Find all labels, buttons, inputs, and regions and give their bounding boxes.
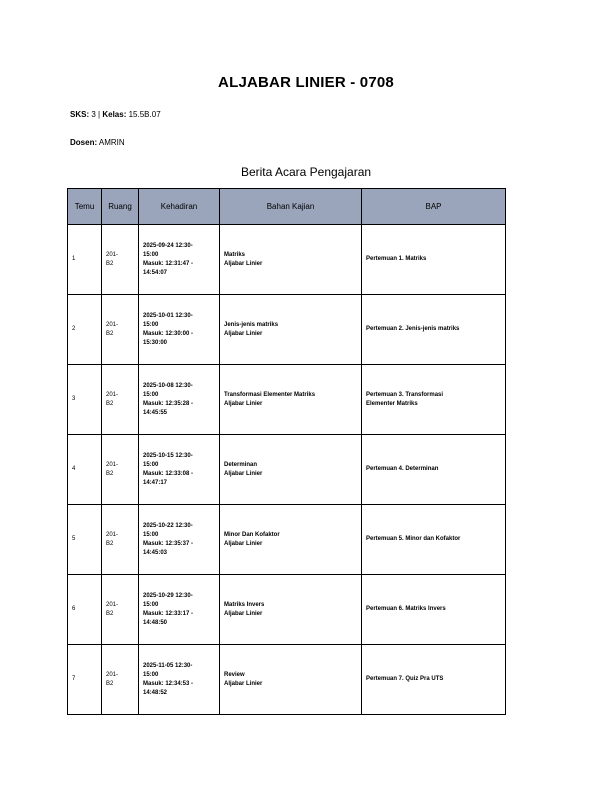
cell-kehadiran-line: 15:00 — [143, 671, 159, 678]
cell-bap — [362, 575, 506, 645]
cell-bahan-kajian-line: Aljabar Linier — [224, 610, 263, 617]
cell-kehadiran-line: 15:30:00 — [143, 339, 168, 346]
cell-bap — [362, 435, 506, 505]
header-temu: Temu — [68, 189, 102, 225]
cell-bahan-kajian — [220, 225, 362, 295]
cell-temu: 2 — [68, 295, 102, 365]
cell-bap-line: Pertemuan 4. Determinan — [366, 466, 439, 472]
cell-bahan-kajian-line: Review — [224, 671, 245, 678]
cell-temu: 7 — [68, 645, 102, 715]
cell-bap-line: Pertemuan 7. Quiz Pra UTS — [366, 676, 444, 682]
cell-bahan-kajian-line: Matriks — [224, 251, 246, 258]
cell-bap — [362, 505, 506, 575]
table-row — [68, 225, 506, 295]
header-ruang: Ruang — [102, 189, 139, 225]
cell-kehadiran-line: 2025-09-24 12:30- — [143, 242, 193, 249]
cell-kehadiran — [139, 575, 220, 645]
cell-kehadiran-line: 14:45:03 — [143, 549, 168, 556]
cell-ruang-line: B2 — [106, 540, 114, 547]
cell-bahan-kajian-line: Aljabar Linier — [224, 470, 263, 477]
cell-bahan-kajian — [220, 505, 362, 575]
cell-kehadiran-line: Masuk: 12:35:37 - — [143, 540, 194, 547]
document-title: ALJABAR LINIER - 0708 — [218, 74, 394, 91]
cell-kehadiran-line: Masuk: 12:31:47 - — [143, 260, 194, 267]
cell-bap-line: Pertemuan 1. Matriks — [366, 256, 427, 262]
dosen-label: Dosen: — [70, 138, 98, 147]
table-row — [68, 575, 506, 645]
cell-ruang-line: B2 — [106, 610, 114, 617]
kelas-value: 15.5B.07 — [128, 110, 161, 119]
cell-bap-line: Pertemuan 5. Minor dan Kofaktor — [366, 536, 461, 542]
cell-ruang-line: 201- — [106, 321, 119, 328]
cell-bahan-kajian — [220, 645, 362, 715]
cell-bahan-kajian — [220, 435, 362, 505]
cell-ruang-line: B2 — [106, 400, 114, 407]
table-row — [68, 435, 506, 505]
cell-bahan-kajian — [220, 295, 362, 365]
cell-ruang-line: B2 — [106, 680, 114, 687]
cell-ruang — [102, 295, 139, 365]
cell-kehadiran — [139, 295, 220, 365]
lecturer-info — [70, 138, 125, 147]
header-kehadiran: Kehadiran — [139, 189, 220, 225]
cell-kehadiran-line: 14:45:55 — [143, 409, 168, 416]
cell-kehadiran-line: 2025-10-22 12:30- — [143, 522, 193, 529]
course-info — [70, 110, 161, 119]
cell-bahan-kajian-line: Jenis-jenis matriks — [224, 321, 279, 328]
table-row — [68, 505, 506, 575]
cell-kehadiran-line: 15:00 — [143, 391, 159, 398]
cell-kehadiran-line: Masuk: 12:30:00 - — [143, 330, 194, 337]
cell-kehadiran-line: Masuk: 12:34:53 - — [143, 680, 194, 687]
cell-bap-line: Pertemuan 3. Transformasi — [366, 391, 444, 398]
cell-kehadiran-line: 15:00 — [143, 251, 159, 258]
cell-kehadiran-line: Masuk: 12:33:17 - — [143, 610, 194, 617]
cell-ruang-line: 201- — [106, 391, 119, 398]
cell-kehadiran-line: 15:00 — [143, 601, 159, 608]
section-title: Berita Acara Pengajaran — [240, 165, 372, 179]
cell-ruang — [102, 575, 139, 645]
cell-ruang-line: B2 — [106, 470, 114, 477]
table-header-row — [68, 189, 506, 225]
cell-temu: 3 — [68, 365, 102, 435]
cell-temu: 4 — [68, 435, 102, 505]
separator: | — [98, 110, 101, 119]
cell-bap — [362, 225, 506, 295]
table-row — [68, 645, 506, 715]
cell-kehadiran-line: 15:00 — [143, 531, 159, 538]
cell-bahan-kajian-line: Matriks Invers — [224, 601, 265, 608]
header-bap: BAP — [362, 189, 506, 225]
cell-ruang-line: B2 — [106, 330, 114, 337]
cell-ruang — [102, 435, 139, 505]
cell-bahan-kajian-line: Determinan — [224, 461, 258, 468]
cell-kehadiran-line: Masuk: 12:33:08 - — [143, 470, 194, 477]
cell-ruang — [102, 645, 139, 715]
cell-ruang-line: 201- — [106, 531, 119, 538]
cell-kehadiran-line: 14:48:50 — [143, 619, 168, 626]
cell-bahan-kajian-line: Aljabar Linier — [224, 540, 263, 547]
cell-bahan-kajian-line: Aljabar Linier — [224, 330, 263, 337]
teaching-record-table — [67, 188, 506, 715]
dosen-value: AMRIN — [98, 138, 125, 147]
cell-kehadiran-line: 2025-10-15 12:30- — [143, 452, 193, 459]
cell-ruang-line: 201- — [106, 461, 119, 468]
cell-bap-line: Pertemuan 6. Matriks Invers — [366, 606, 446, 612]
cell-kehadiran-line: 15:00 — [143, 321, 159, 328]
cell-bap — [362, 295, 506, 365]
cell-ruang-line: B2 — [106, 260, 114, 267]
table-row — [68, 295, 506, 365]
cell-bahan-kajian-line: Aljabar Linier — [224, 680, 263, 687]
cell-kehadiran-line: 2025-10-01 12:30- — [143, 312, 193, 319]
cell-kehadiran-line: 2025-10-08 12:30- — [143, 382, 193, 389]
cell-bahan-kajian — [220, 365, 362, 435]
cell-temu: 5 — [68, 505, 102, 575]
cell-bahan-kajian-line: Transformasi Elementer Matriks — [224, 391, 316, 398]
cell-bahan-kajian-line: Aljabar Linier — [224, 400, 263, 407]
cell-bap — [362, 365, 506, 435]
table-row — [68, 365, 506, 435]
kelas-label: Kelas: — [102, 110, 127, 119]
cell-ruang — [102, 365, 139, 435]
cell-kehadiran-line: 15:00 — [143, 461, 159, 468]
cell-kehadiran — [139, 435, 220, 505]
cell-kehadiran-line: 14:48:52 — [143, 689, 168, 696]
cell-bap-line: Elementer Matriks — [366, 400, 418, 407]
cell-temu: 6 — [68, 575, 102, 645]
sks-value: 3 — [91, 110, 96, 119]
cell-bap-line: Pertemuan 2. Jenis-jenis matriks — [366, 326, 460, 332]
cell-ruang-line: 201- — [106, 601, 119, 608]
cell-bahan-kajian-line: Minor Dan Kofaktor — [224, 531, 280, 538]
cell-bahan-kajian — [220, 575, 362, 645]
cell-kehadiran-line: Masuk: 12:35:28 - — [143, 400, 194, 407]
cell-kehadiran — [139, 505, 220, 575]
cell-kehadiran-line: 14:47:17 — [143, 479, 168, 486]
cell-kehadiran — [139, 365, 220, 435]
sks-label: SKS: — [70, 110, 90, 119]
cell-kehadiran — [139, 225, 220, 295]
cell-bahan-kajian-line: Aljabar Linier — [224, 260, 263, 267]
cell-temu: 1 — [68, 225, 102, 295]
cell-ruang — [102, 505, 139, 575]
cell-kehadiran-line: 14:54:07 — [143, 269, 168, 276]
cell-ruang — [102, 225, 139, 295]
cell-kehadiran-line: 2025-11-05 12:30- — [143, 662, 193, 669]
cell-bap — [362, 645, 506, 715]
cell-ruang-line: 201- — [106, 671, 119, 678]
cell-ruang-line: 201- — [106, 251, 119, 258]
header-bahan-kajian: Bahan Kajian — [220, 189, 362, 225]
cell-kehadiran-line: 2025-10-29 12:30- — [143, 592, 193, 599]
cell-kehadiran — [139, 645, 220, 715]
